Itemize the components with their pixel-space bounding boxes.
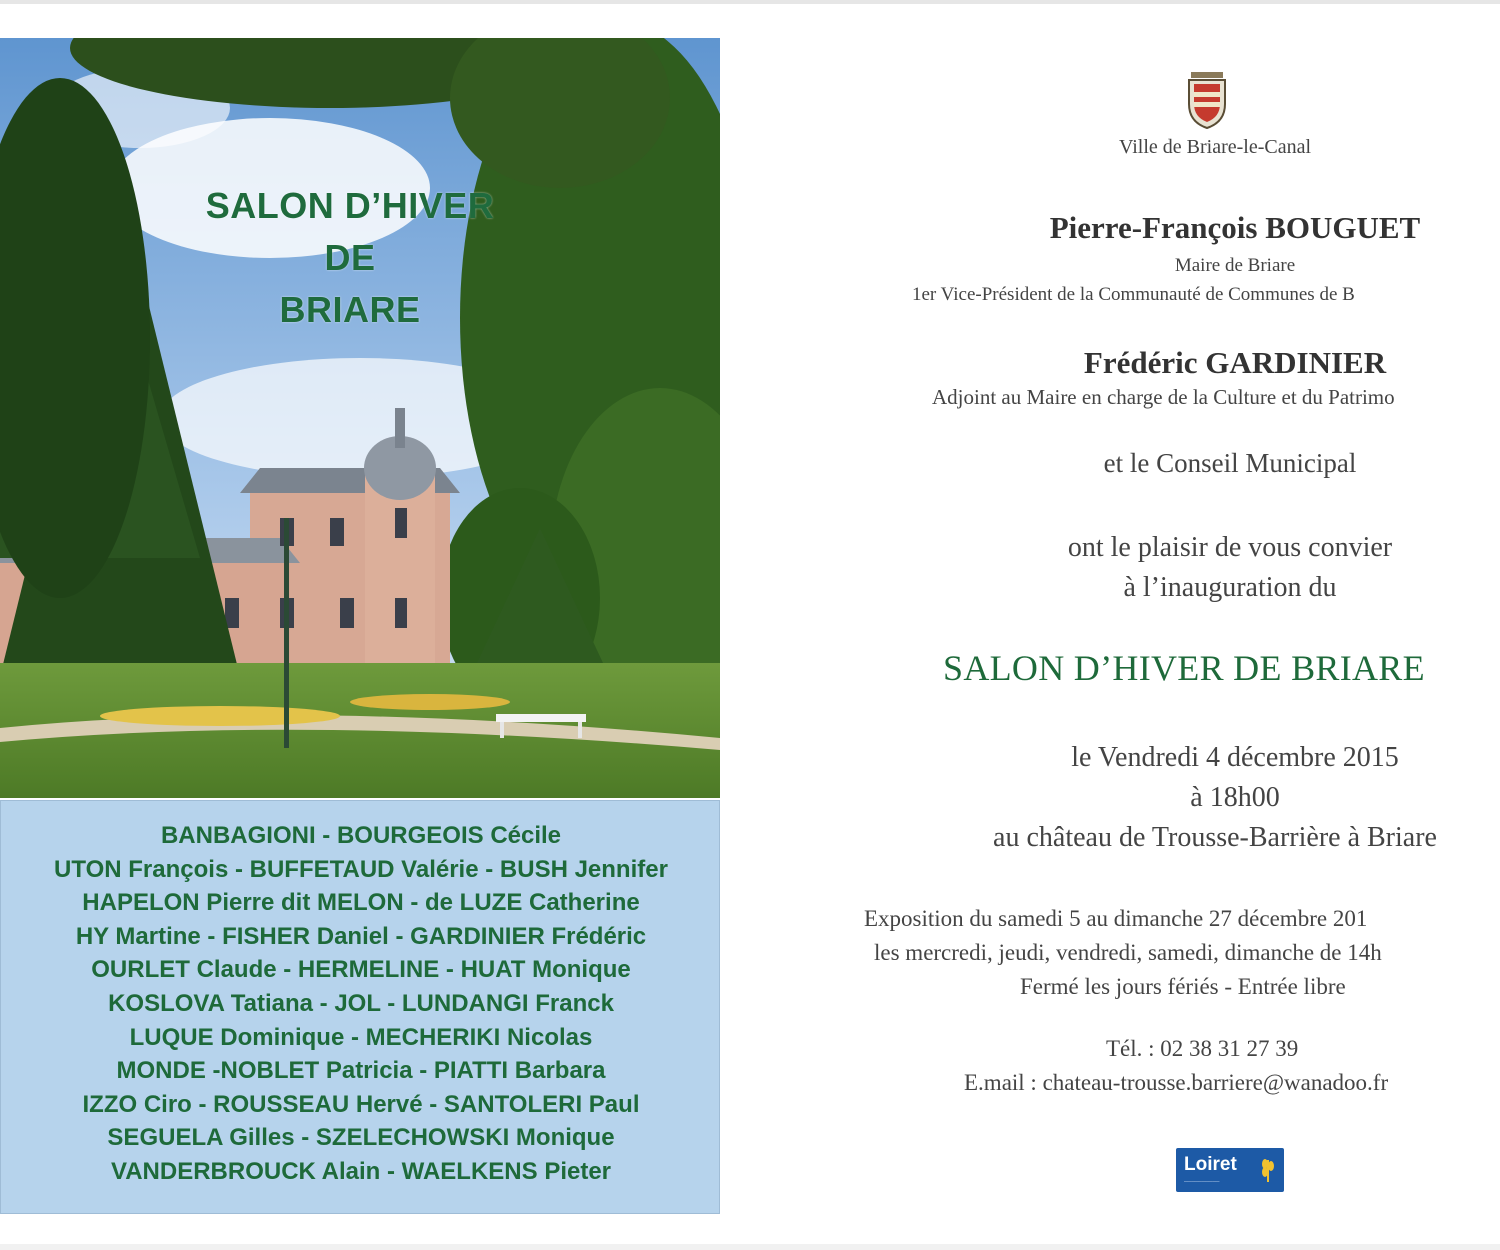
artist-line: KOSLOVA Tatiana - JOL - LUNDANGI Franck (108, 989, 614, 1017)
artist-line: MONDE -NOBLET Patricia - PIATTI Barbara (116, 1057, 606, 1085)
council-line: et le Conseil Municipal (1103, 448, 1357, 478)
invite-line: ont le plaisir de vous convier (1067, 532, 1393, 563)
wheat-icon (1258, 1154, 1278, 1184)
event-title: SALON D’HIVER DE BRIARE (943, 648, 1425, 688)
artist-line: OURLET Claude - HERMELINE - HUAT Monique (91, 956, 631, 984)
mayor-role-secondary: 1er Vice-Président de la Communauté de Communes de B (912, 284, 1355, 305)
loiret-logo (1176, 1148, 1284, 1192)
artist-line: BANBAGIONI - BOURGEOIS Cécile (160, 822, 562, 849)
chateau-photo-illustration (0, 38, 720, 798)
mayor-name: Pierre-François BOUGUET (1049, 210, 1421, 245)
mayor-role: Maire de Briare (1174, 255, 1296, 276)
cover-panel (0, 38, 722, 1216)
artist-line: LUQUE Dominique - MECHERIKI Nicolas (129, 1023, 593, 1051)
event-place: au château de Trousse-Barrière à Briare (993, 822, 1437, 853)
loiret-logo-subtext: ────────── (1184, 1179, 1220, 1185)
invitation-panel (760, 0, 1500, 1250)
cover-title-line: SALON D’HIVER (205, 185, 495, 226)
town-crest-icon (1185, 68, 1229, 130)
artist-line: IZZO Ciro - ROUSSEAU Hervé - SANTOLERI Paul (82, 1090, 640, 1118)
exhibition-hours: les mercredi, jeudi, vendredi, samedi, dimanche de 14h (874, 940, 1382, 965)
contact-phone: Tél. : 02 38 31 27 39 (1106, 1036, 1299, 1061)
event-date: le Vendredi 4 décembre 2015 (1071, 742, 1399, 773)
artists-list (1, 819, 720, 1189)
exhibition-dates: Exposition du samedi 5 au dimanche 27 décembre 201 (864, 906, 1368, 931)
cover-title-line: BRIARE (279, 289, 421, 330)
invite-text (760, 528, 1500, 608)
exhibition-info (864, 902, 1382, 1004)
artist-line: UTON François - BUFFETAUD Valérie - BUSH Jennifer (54, 855, 668, 883)
invite-line: à l’inauguration du (1123, 572, 1337, 603)
cover-title-line: DE (324, 237, 376, 278)
artists-box (0, 800, 720, 1214)
deputy-name: Frédéric GARDINIER (1083, 345, 1387, 380)
artist-line: SEGUELA Gilles - SZELECHOWSKI Monique (107, 1124, 615, 1152)
bottom-border (0, 1244, 1500, 1250)
contact-email: E.mail : chateau-trousse.barriere@wanadoo.fr (964, 1070, 1389, 1095)
deputy-role: Adjoint au Maire en charge de la Culture et du Patrimo (932, 385, 1395, 409)
event-time: à 18h00 (1190, 782, 1280, 813)
chateau-photo (0, 38, 720, 798)
exhibition-notes: Fermé les jours fériés - Entrée libre (1020, 974, 1346, 999)
artist-line: HAPELON Pierre dit MELON - de LUZE Catherine (82, 889, 640, 917)
loiret-logo-text: Loiret (1184, 1154, 1237, 1175)
artist-line: HY Martine - FISHER Daniel - GARDINIER Frédéric (75, 922, 647, 950)
event-details (760, 738, 1500, 858)
town-name: Ville de Briare-le-Canal (1118, 136, 1312, 158)
cover-title (130, 180, 570, 336)
artist-line: VANDERBROUCK Alain - WAELKENS Pieter (110, 1157, 612, 1185)
